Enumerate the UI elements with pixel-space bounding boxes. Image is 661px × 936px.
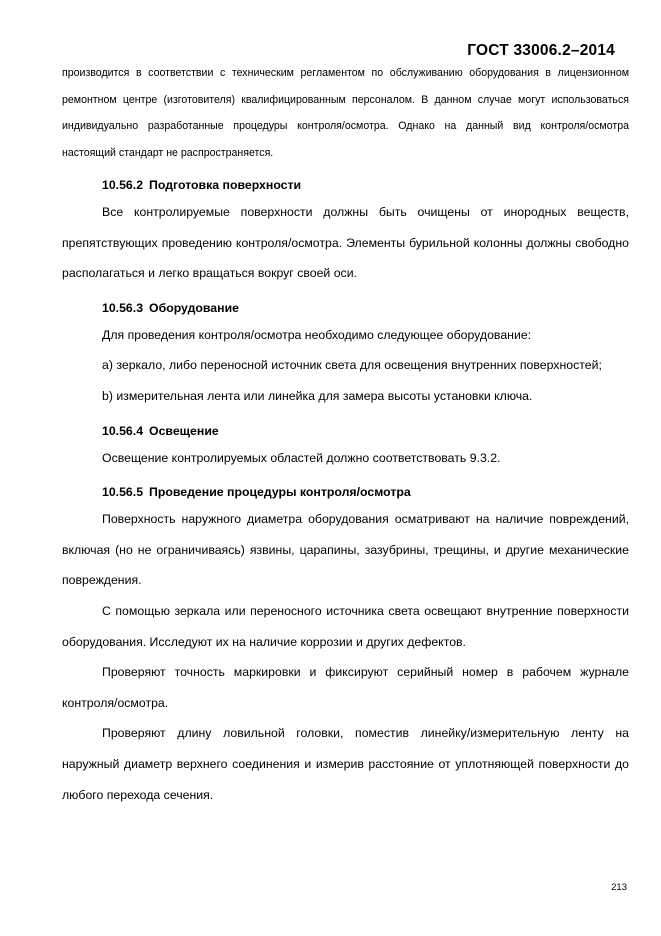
- intro-line: производится в соответствии с техническим регламентом по обслуживанию оборудования в лицензионном: [62, 67, 629, 79]
- page-content: [62, 60, 629, 810]
- paragraph: Все контролируемые поверхности должны быть очищены от инородных веществ, препятствующих проведению контроля/осмотра. Элементы бурильной колонны должны свободно располагаться и легко вращаться вокруг своей оси.: [62, 205, 629, 281]
- document-header: ГОСТ 33006.2–2014: [467, 42, 615, 59]
- paragraph: Освещение контролируемых областей должно соответствовать 9.3.2.: [102, 450, 501, 465]
- intro-line: ремонтном центре (изготовителя) квалифицированным персоналом. В данном случае могут использоваться: [62, 93, 629, 106]
- paragraph: Поверхность наружного диаметра оборудования осматривают на наличие повреждений, включая (но не ограничиваясь) язвины, царапины, зазубрины, трещины, и другие механические повреждения.: [62, 512, 629, 588]
- paragraph: Проверяют длину ловильной головки, поместив линейку/измерительную ленту на наружный диаметр верхнего соединения и измерив расстояние от уплотняющей поверхности до любого перехода сечения.: [62, 726, 629, 802]
- page-number: 213: [611, 882, 627, 893]
- paragraph: Для проведения контроля/осмотра необходимо следующее оборудование:: [102, 327, 532, 342]
- section-title: Оборудование: [149, 300, 239, 315]
- section-heading: [62, 421, 629, 441]
- section-number: 10.56.2: [102, 178, 144, 192]
- section-number: 10.56.5: [102, 485, 144, 500]
- section-title: Подготовка поверхности: [149, 178, 302, 192]
- paragraph: С помощью зеркала или переносного источника света освещают внутренние поверхности оборудования. Исследуют их на наличие коррозии и других дефектов.: [62, 603, 629, 649]
- intro-line: индивидуально разработанные процедуры контроля/осмотра. Однако на данный вид контроля/осмотра: [62, 120, 629, 132]
- section-heading: [62, 298, 629, 318]
- section-number: 10.56.3: [102, 300, 144, 315]
- section-heading: [62, 482, 629, 502]
- section-title: Освещение: [149, 423, 219, 438]
- section-number: 10.56.4: [102, 423, 144, 438]
- section-title: Проведение процедуры контроля/осмотра: [149, 485, 411, 500]
- intro-line: настоящий стандарт не распространяется.: [62, 146, 274, 159]
- paragraph: Проверяют точность маркировки и фиксируют серийный номер в рабочем журнале контроля/осмотра.: [62, 665, 629, 710]
- section-heading: [62, 175, 629, 195]
- list-item: a) зеркало, либо переносной источник света для освещения внутренних поверхностей;: [102, 358, 602, 373]
- list-item: b) измерительная лента или линейка для замера высоты установки ключа.: [102, 388, 533, 403]
